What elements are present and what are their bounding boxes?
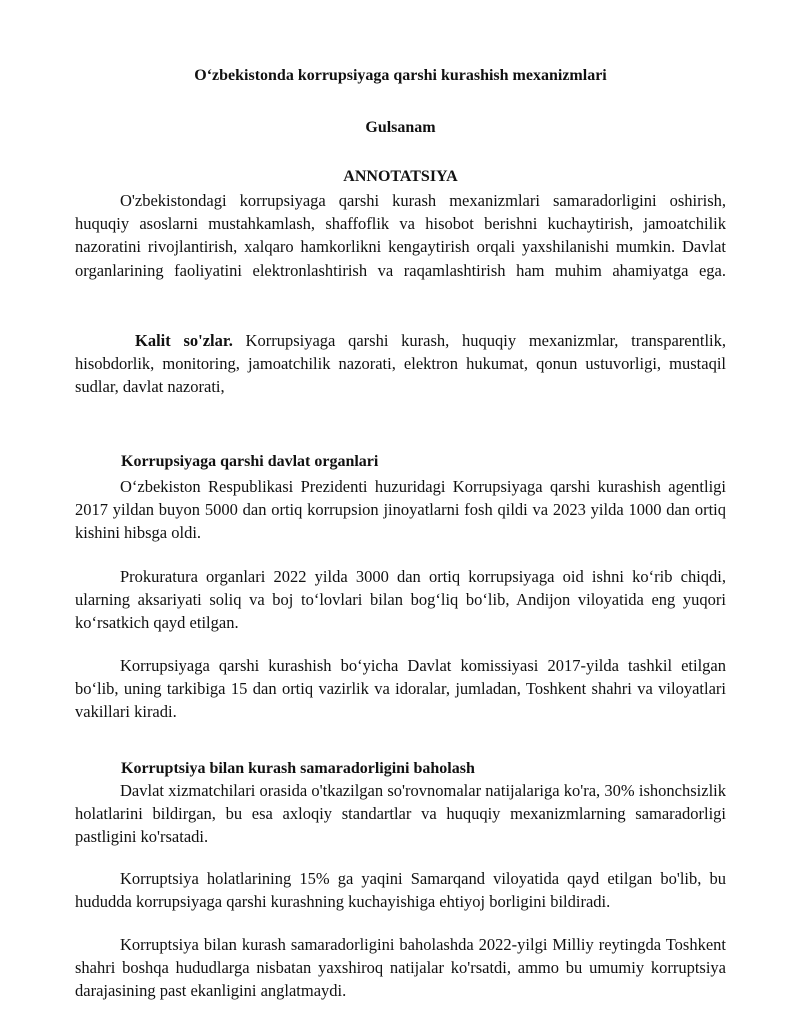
- body-paragraph: O‘zbekiston Respublikasi Prezidenti huzuridagi Korrupsiyaga qarshi kurashish agentligi 2017 yildan buyon 5000 dan ortiq korrupsion jinoyatlarni fosh qildi va 2023 yilda 1000 dan ortiq kishini hibsga oldi.: [75, 477, 726, 543]
- body-paragraph: Prokuratura organlari 2022 yilda 3000 dan ortiq korrupsiyaga oid ishni ko‘rib chiqdi, ularning aksariyati soliq va boj to‘lovlari bilan bog‘liq bo‘lib, Andijon viloyatida eng yuqori ko‘rsatkich qayd etilgan.: [75, 567, 726, 633]
- section-heading: Korruptsiya bilan kurash samaradorligini baholash: [121, 760, 475, 777]
- annotation-paragraph: O'zbekistondagi korrupsiyaga qarshi kurash mexanizmlari samaradorligini oshirish, huquqiy asoslarni mustahkamlash, shaffoflik va hisobot berishni kuchaytirish, jamoatchilik nazoratini rivojlantirish, xalqaro hamkorlikni kengaytirish orqali yaxshilanishi mumkin. Davlat organlarining faoliyatini elektronlashtirish va raqamlashtirish ham muhim ahamiyatga ega.: [75, 191, 726, 280]
- section-heading: Korrupsiyaga qarshi davlat organlari: [121, 453, 379, 470]
- document-title: O‘zbekistonda korrupsiyaga qarshi kurashish mexanizmlari: [194, 67, 607, 84]
- body-paragraph: Korrupsiyaga qarshi kurashish bo‘yicha Davlat komissiyasi 2017-yilda tashkil etilgan bo‘lib, uning tarkibiga 15 dan ortiq vazirlik va idoralar, jumladan, Toshkent shahri va viloyatlari vakillari kiradi.: [75, 656, 726, 722]
- annotation-heading: ANNOTATSIYA: [343, 168, 458, 185]
- author-name: Gulsanam: [365, 119, 436, 136]
- keywords-paragraph: [75, 329, 726, 399]
- body-paragraph: Korruptsiya bilan kurash samaradorligini baholashda 2022-yilgi Milliy reytingda Toshkent shahri boshqa hududlarga nisbatan yaxshiroq natijalar ko'rsatdi, ammo bu umumiy korruptsiya darajasining past ekanligini anglatmaydi.: [75, 935, 726, 1001]
- body-paragraph: Davlat xizmatchilari orasida o'tkazilgan so'rovnomalar natijalariga ko'ra, 30% ishonchsizlik holatlarini bildirgan, bu esa axloqiy standartlar va huquqiy mexanizmlarning samaradorligi pastligini ko'rsatadi.: [75, 781, 726, 847]
- keywords-text: Korrupsiyaga qarshi kurash, huquqiy mexanizmlar, transparentlik, hisobdorlik, monitoring, jamoatchilik nazorati, elektron hukumat, qonun ustuvorligi, mustaqil sudlar, davlat nazorati,: [75, 331, 726, 397]
- keywords-label: Kalit so'zlar.: [135, 331, 233, 350]
- body-paragraph: Korruptsiya holatlarining 15% ga yaqini Samarqand viloyatida qayd etilgan bo'lib, bu hududda korrupsiyaga qarshi kurashning kuchayishiga ehtiyoj borligini bildiradi.: [75, 869, 726, 912]
